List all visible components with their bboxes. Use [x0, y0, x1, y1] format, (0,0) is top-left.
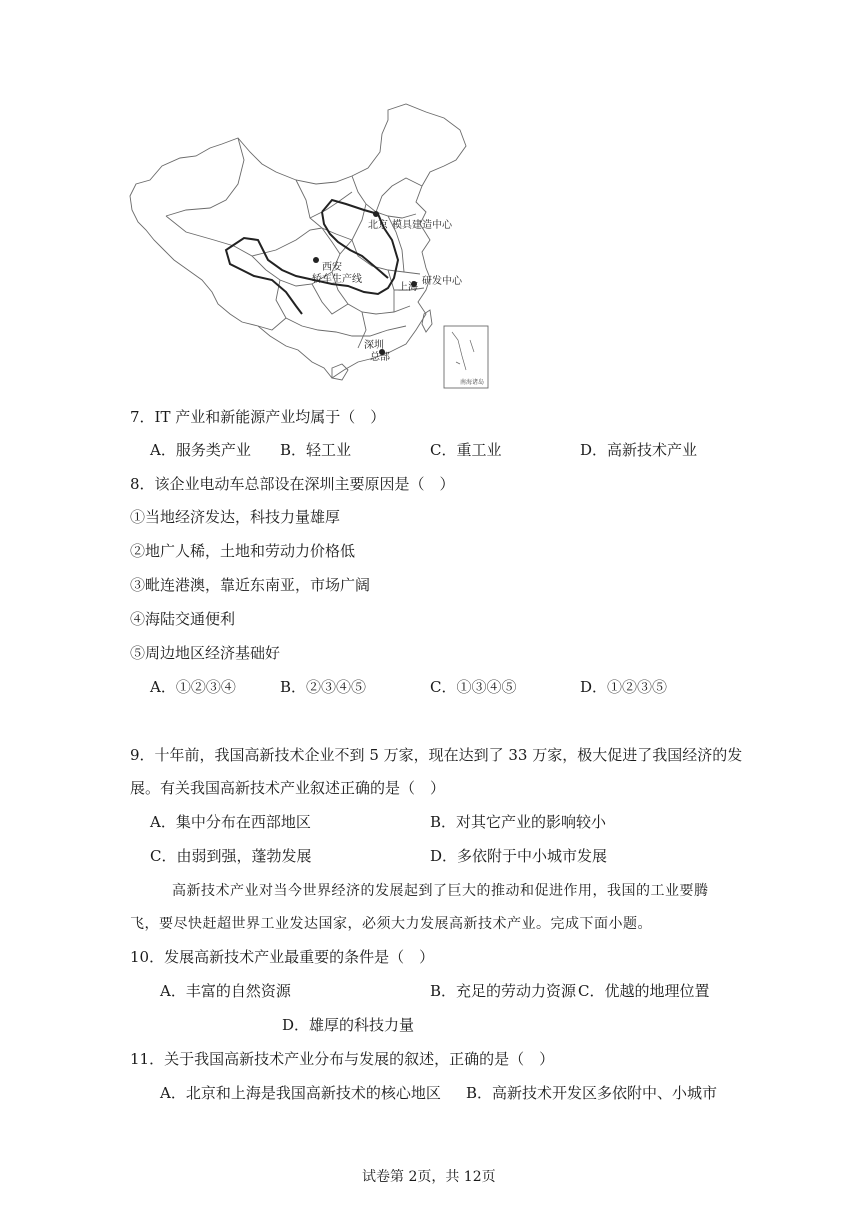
xian-marker	[313, 257, 319, 263]
q8-item-5: ⑤周边地区经济基础好	[130, 644, 281, 662]
q9-option-c[interactable]: C．由弱到强，蓬勃发展	[150, 847, 312, 865]
page-footer: 试卷第 2页，共 12页	[362, 1169, 496, 1185]
q8-item-2: ②地广人稀，土地和劳动力价格低	[130, 542, 356, 560]
label-shanghai: 上海	[398, 282, 418, 293]
country-outline	[130, 104, 466, 378]
q10-option-d[interactable]: D．雄厚的科技力量	[282, 1016, 415, 1034]
q10-option-a[interactable]: A．丰富的自然资源	[160, 982, 291, 1000]
q9-option-b[interactable]: B．对其它产业的影响较小	[430, 813, 607, 831]
q11-stem: 11．关于我国高新技术产业分布与发展的叙述，正确的是（ ）	[130, 1050, 555, 1068]
q11-option-a[interactable]: A．北京和上海是我国高新技术的核心地区	[160, 1084, 441, 1102]
label-shanghai-center: 研发中心	[422, 276, 462, 287]
hainan-island	[332, 364, 348, 380]
q8-item-4: ④海陆交通便利	[130, 610, 236, 628]
china-map	[126, 100, 496, 392]
inset-label: 南海诸岛	[460, 379, 485, 386]
q9-option-a[interactable]: A．集中分布在西部地区	[150, 813, 311, 831]
q10-stem: 10．发展高新技术产业最重要的条件是（ ）	[130, 948, 435, 966]
q8-item-3: ③毗连港澳，靠近东南亚，市场广阔	[130, 576, 371, 594]
q8-option-d[interactable]: D．①②③⑤	[580, 678, 668, 696]
q7-stem: 7．IT 产业和新能源产业均属于（ ）	[130, 408, 386, 426]
q7-option-d[interactable]: D．高新技术产业	[580, 441, 698, 459]
label-beijing: 北京	[368, 220, 388, 231]
q11-option-b[interactable]: B．高新技术开发区多依附中、小城市	[466, 1084, 718, 1102]
label-shenzhen: 深圳	[364, 340, 384, 351]
label-xian-line: 轿车生产线	[312, 274, 362, 285]
passage-line1: 高新技术产业对当今世界经济的发展起到了巨大的推动和促进作用，我国的工业要腾	[172, 883, 709, 899]
q8-item-1: ①当地经济发达，科技力量雄厚	[130, 508, 341, 526]
q10-option-c[interactable]: C．优越的地理位置	[578, 982, 710, 1000]
q8-option-c[interactable]: C．①③④⑤	[430, 678, 517, 696]
taiwan-island	[422, 310, 432, 332]
q9-option-d[interactable]: D．多依附于中小城市发展	[430, 847, 608, 865]
q8-option-b[interactable]: B．②③④⑤	[280, 678, 367, 696]
q7-option-c[interactable]: C．重工业	[430, 441, 502, 459]
q9-stem-line1: 9．十年前，我国高新技术企业不到 5 万家，现在达到了 33 万家，极大促进了我国经济的发	[130, 746, 743, 764]
q10-option-b[interactable]: B．充足的劳动力资源	[430, 982, 577, 1000]
q8-stem: 8．该企业电动车总部设在深圳主要原因是（ ）	[130, 475, 455, 493]
q9-stem-line2: 展。有关我国高新技术产业叙述正确的是（ ）	[130, 779, 446, 797]
label-xian: 西安	[322, 262, 342, 273]
q7-option-a[interactable]: A．服务类产业	[150, 441, 251, 459]
passage-line2: 飞，要尽快赶超世界工业发达国家，必须大力发展高新技术产业。完成下面小题。	[130, 916, 652, 932]
q7-option-b[interactable]: B．轻工业	[280, 441, 352, 459]
beijing-marker	[373, 211, 379, 217]
q8-option-a[interactable]: A．①②③④	[150, 678, 236, 696]
label-beijing-center: 模具建造中心	[392, 220, 452, 231]
label-shenzhen-hq: 总部	[370, 352, 390, 363]
